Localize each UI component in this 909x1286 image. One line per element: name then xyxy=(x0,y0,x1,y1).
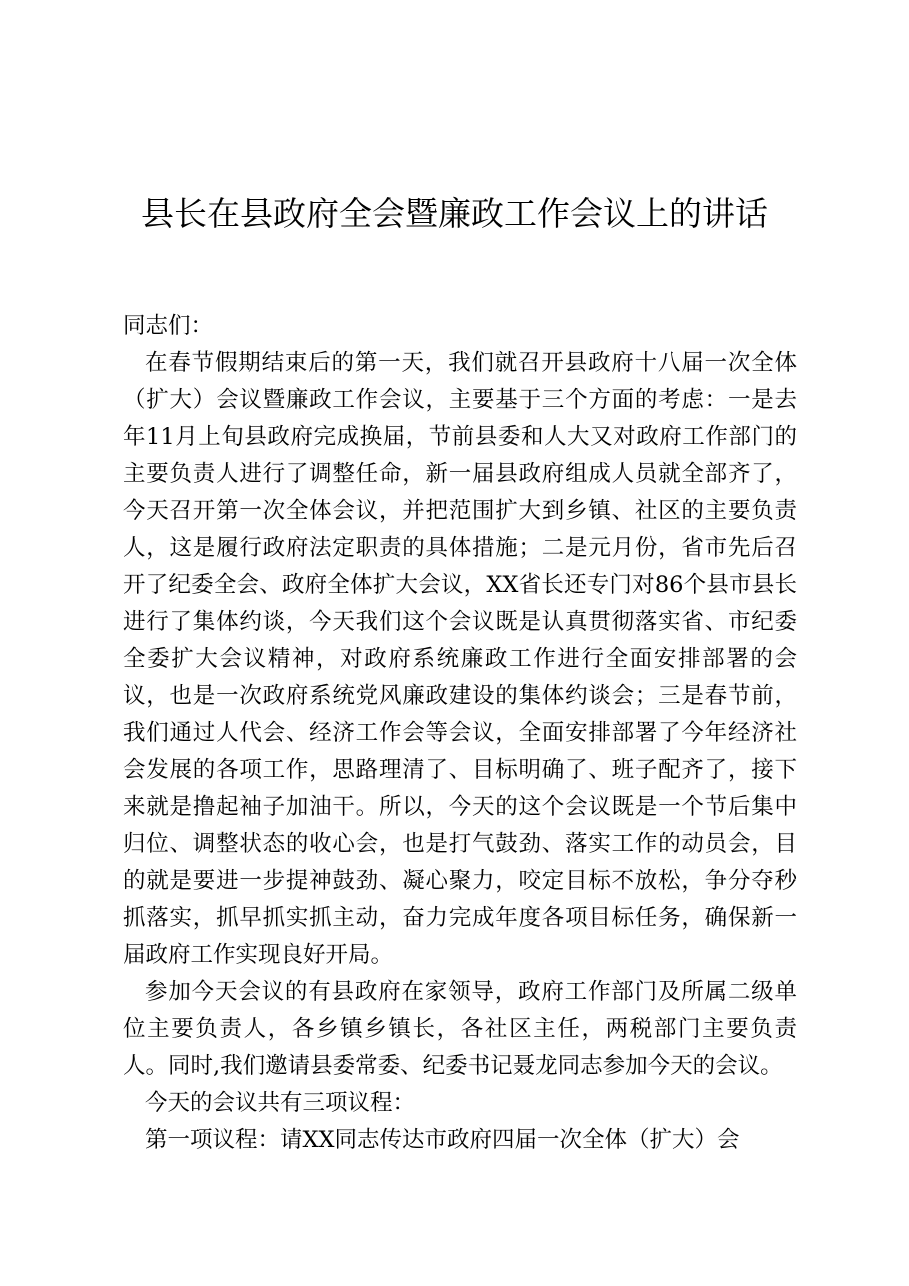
document-body xyxy=(123,308,797,1159)
paragraph-3: 今天的会议共有三项议程： xyxy=(145,1090,416,1116)
document-title: 县长在县政府全会暨廉政工作会议上的讲话 xyxy=(141,194,768,233)
paragraph-2: 参加今天会议的有县政府在家领导，政府工作部门及所属二级单位主要负责人，各乡镇乡镇长，各社区主任，两税部门主要负责人。同时,我们邀请县委常委、纪委书记聂龙同志参加今天的会议。 xyxy=(123,979,797,1079)
paragraph-1: 在春节假期结束后的第一天，我们就召开县政府十八届一次全体（扩大）会议暨廉政工作会议，主要基于三个方面的考虑：一是去年11月上旬县政府完成换届，节前县委和人大又对政府工作部门的主要负责人进行了调整任命，新一届县政府组成人员就全部齐了，今天召开第一次全体会议，并把范围扩大到乡镇、社区的主要负责人，这是履行政府法定职责的具体措施；二是元月份，省市先后召开了纪委全会、政府全体扩大会议，XX省长还专门对86个县市县长进行了集体约谈，今天我们这个会议既是认真贯彻落实省、市纪委全委扩大会议精神，对政府系统廉政工作进行全面安排部署的会议，也是一次政府系统党风廉政建设的集体约谈会；三是春节前，我们通过人代会、经济工作会等会议，全面安排部署了今年经济社会发展的各项工作，思路理清了、目标明确了、班子配齐了，接下来就是撸起袖子加油干。所以，今天的这个会议既是一个节后集中归位、调整状态的收心会，也是打气鼓劲、落实工作的动员会，目的就是要进一步提神鼓劲、凝心聚力，咬定目标不放松，争分夺秒抓落实，抓早抓实抓主动，奋力完成年度各项目标任务，确保新一届政府工作实现良好开局。 xyxy=(123,350,797,968)
salutation: 同志们： xyxy=(123,313,214,339)
paragraph-4: 第一项议程：请XX同志传达市政府四届一次全体（扩大）会 xyxy=(145,1127,740,1153)
